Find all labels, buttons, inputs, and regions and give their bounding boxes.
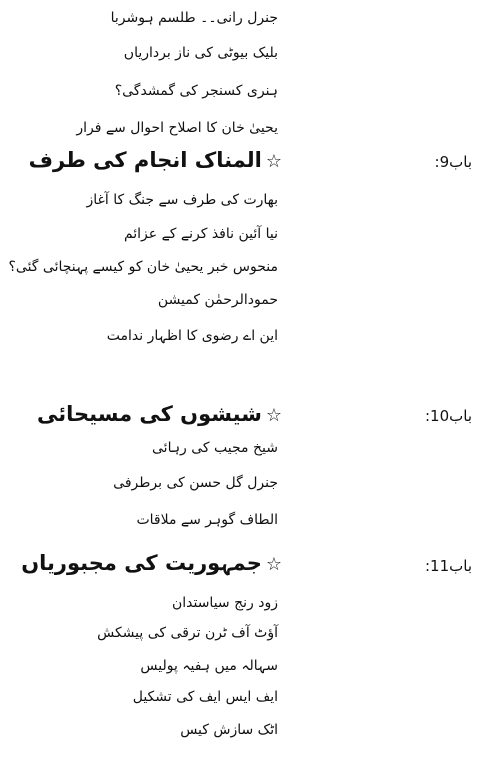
toc-entry: جنرل گل حسن کی برطرفی bbox=[113, 475, 278, 491]
toc-entry: بلیک بیوٹی کی ناز برداریاں bbox=[123, 45, 278, 61]
toc-entry: الطاف گوہر سے ملاقات bbox=[136, 512, 278, 528]
toc-entry: اٹک سازش کیس bbox=[180, 722, 278, 738]
toc-entry: نیا آئین نافذ کرنے کے عزائم bbox=[123, 226, 278, 242]
chapter-10-heading bbox=[37, 400, 282, 430]
toc-entry: جنرل رانی۔۔ طلسم ہوشربا bbox=[110, 10, 278, 26]
toc-entry: این اے رضوی کا اظہار ندامت bbox=[106, 328, 278, 344]
toc-entry: یحییٰ خان کا اصلاح احوال سے فرار bbox=[76, 120, 278, 136]
toc-entry: سہالہ میں ہفیہ پولیس bbox=[140, 658, 278, 674]
star-icon: ☆ bbox=[265, 405, 282, 426]
toc-entry: حمودالرحمٰن کمیشن bbox=[157, 292, 278, 308]
toc-entry: شیخ مجیب کی رہائی bbox=[152, 440, 278, 456]
toc-entry: زود رنج سیاستدان bbox=[171, 595, 278, 611]
star-icon: ☆ bbox=[265, 554, 282, 575]
chapter-11-label: باب11: bbox=[424, 557, 472, 575]
toc-entry: ہنری کسنجر کی گمشدگی؟ bbox=[114, 83, 278, 99]
chapter-9-title: المناک انجام کی طرف bbox=[28, 148, 262, 172]
toc-entry: آؤٹ آف ٹرن ترقی کی پیشکش bbox=[97, 625, 278, 641]
chapter-10-title: شیشوں کی مسیحائی bbox=[37, 402, 262, 426]
toc-entry: منحوس خبر یحییٰ خان کو کیسے پہنچائی گئی؟ bbox=[8, 259, 278, 275]
chapter-10-label: باب10: bbox=[424, 407, 472, 425]
chapter-11-heading bbox=[21, 549, 282, 579]
chapter-9-label: باب9: bbox=[434, 153, 472, 171]
chapter-11-title: جمہوریت کی مجبوریاں bbox=[21, 551, 262, 575]
toc-entry: بھارت کی طرف سے جنگ کا آغاز bbox=[86, 192, 278, 208]
star-icon: ☆ bbox=[265, 151, 282, 172]
chapter-9-heading bbox=[29, 146, 282, 176]
toc-entry: ایف ایس ایف کی تشکیل bbox=[132, 689, 278, 705]
